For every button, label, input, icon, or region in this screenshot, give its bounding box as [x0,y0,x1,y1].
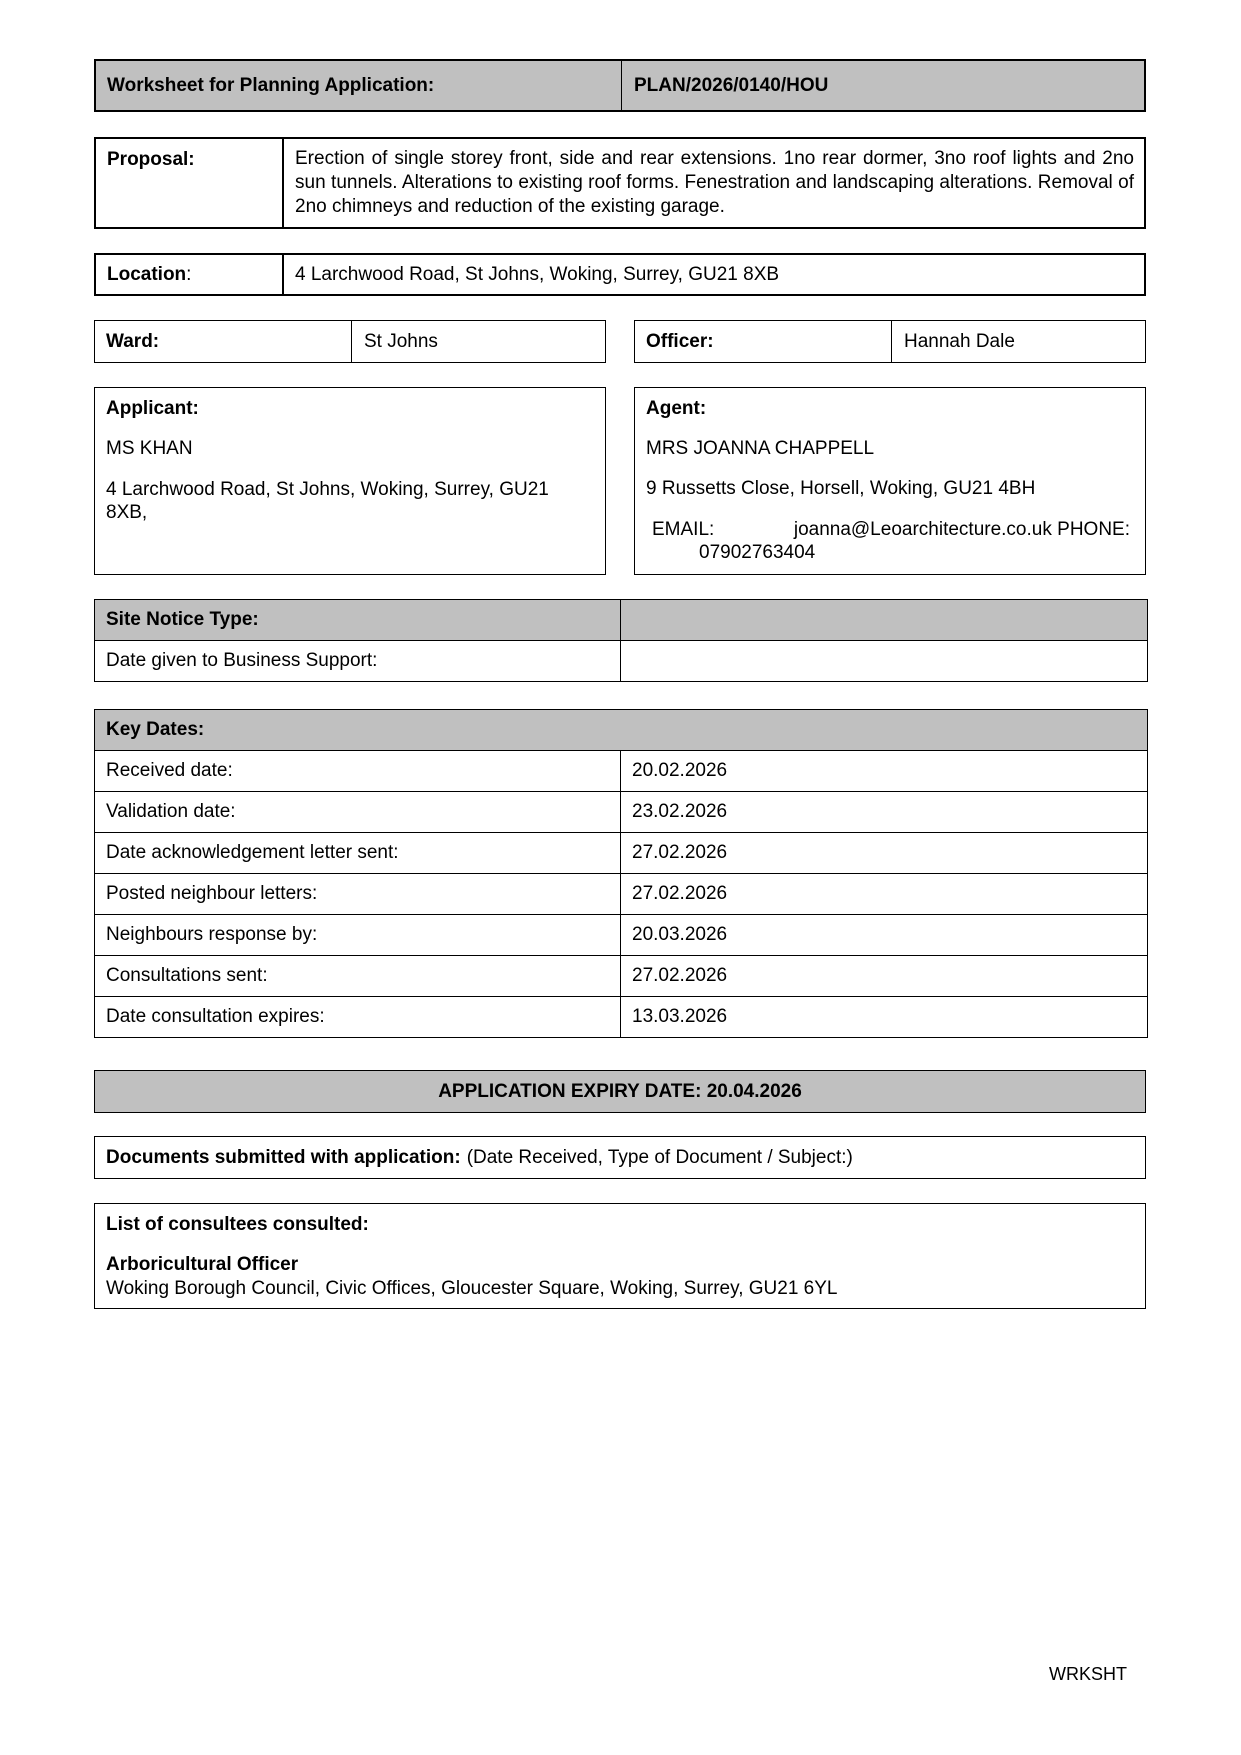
site-notice-table [94,599,1148,682]
consultations-sent-date-label: Consultations sent: [95,956,621,997]
table-row [95,997,1148,1038]
applicant-label: Applicant: [106,398,199,419]
consultee-name: Arboricultural Officer [106,1254,299,1275]
consultations-sent-date-value: 27.02.2026 [621,956,1148,997]
key-dates-table [94,709,1148,1038]
documents-section [94,1136,1146,1179]
key-dates-heading: Key Dates: [95,710,1148,751]
footer-code: WRKSHT [1049,1664,1127,1684]
agent-email-label: EMAIL: [652,519,715,540]
table-row [95,956,1148,997]
neighbours-response-date-value: 20.03.2026 [621,915,1148,956]
ward-label: Ward: [106,330,160,352]
officer-section [634,320,1146,363]
agent-phone: 07902763404 [699,542,816,563]
documents-label: Documents submitted with application: [106,1146,461,1168]
validation-date-value: 23.02.2026 [621,792,1148,833]
applicant-section [94,387,606,575]
consultation-expiry-date-label: Date consultation expires: [95,997,621,1038]
agent-name: MRS JOANNA CHAPPELL [646,438,875,459]
agent-contact [646,518,1134,564]
proposal-label: Proposal: [107,149,195,170]
consultees-heading: List of consultees consulted: [106,1214,369,1235]
worksheet-header [94,59,1146,112]
site-notice-type-value [621,600,1148,641]
received-date-label: Received date: [95,751,621,792]
location-label-text: Location [107,263,187,285]
consultee-address: Woking Borough Council, Civic Offices, Gloucester Square, Woking, Surrey, GU21 6YL [106,1278,838,1299]
documents-note: (Date Received, Type of Document / Subject:) [466,1146,853,1168]
table-row [95,915,1148,956]
table-row [95,874,1148,915]
location-label [96,255,282,294]
location-label-colon: : [186,263,192,285]
application-expiry-text: APPLICATION EXPIRY DATE: 20.04.2026 [438,1080,802,1102]
agent-phone-label: PHONE: [1057,519,1130,540]
table-row [95,833,1148,874]
applicant-address: 4 Larchwood Road, St Johns, Woking, Surrey, GU21 8XB, [106,479,549,523]
application-reference: PLAN/2026/0140/HOU [634,74,829,96]
officer-value: Hannah Dale [904,330,1015,352]
acknowledgement-date-value: 27.02.2026 [621,833,1148,874]
validation-date-label: Validation date: [95,792,621,833]
list-item [106,1253,1134,1301]
worksheet-header-label: Worksheet for Planning Application: [107,74,435,96]
location-section [94,253,1146,296]
applicant-name: MS KHAN [106,438,193,459]
agent-address: 9 Russetts Close, Horsell, Woking, GU21 4BH [646,478,1036,499]
ward-section [94,320,606,363]
agent-label: Agent: [646,398,707,419]
site-notice-type-label: Site Notice Type: [95,600,621,641]
agent-email: joanna@Leoarchitecture.co.uk [793,519,1052,540]
received-date-value: 20.02.2026 [621,751,1148,792]
consultation-expiry-date-value: 13.03.2026 [621,997,1148,1038]
officer-label: Officer: [646,330,714,352]
neighbours-response-date-label: Neighbours response by: [95,915,621,956]
site-notice-date-row [95,641,1148,682]
consultees-section [94,1203,1146,1309]
proposal-text: Erection of single storey front, side and rear extensions. 1no rear dormer, 3no roof lights and 2no sun tunnels. Alterations to existing roof forms. Fenestration and landscaping alterations. Removal of 2no chimneys and reduction of the existing garage. [295,148,1134,217]
neighbour-letters-date-label: Posted neighbour letters: [95,874,621,915]
key-dates-heading-row [95,710,1148,751]
site-notice-date-label: Date given to Business Support: [95,641,621,682]
agent-section [634,387,1146,575]
site-notice-date-value [621,641,1148,682]
table-row [95,792,1148,833]
site-notice-type-row [95,600,1148,641]
ward-value: St Johns [364,330,438,352]
proposal-section [94,137,1146,229]
acknowledgement-date-label: Date acknowledgement letter sent: [95,833,621,874]
application-expiry-banner [94,1070,1146,1113]
location-value: 4 Larchwood Road, St Johns, Woking, Surrey, GU21 8XB [295,263,780,285]
neighbour-letters-date-value: 27.02.2026 [621,874,1148,915]
table-row [95,751,1148,792]
